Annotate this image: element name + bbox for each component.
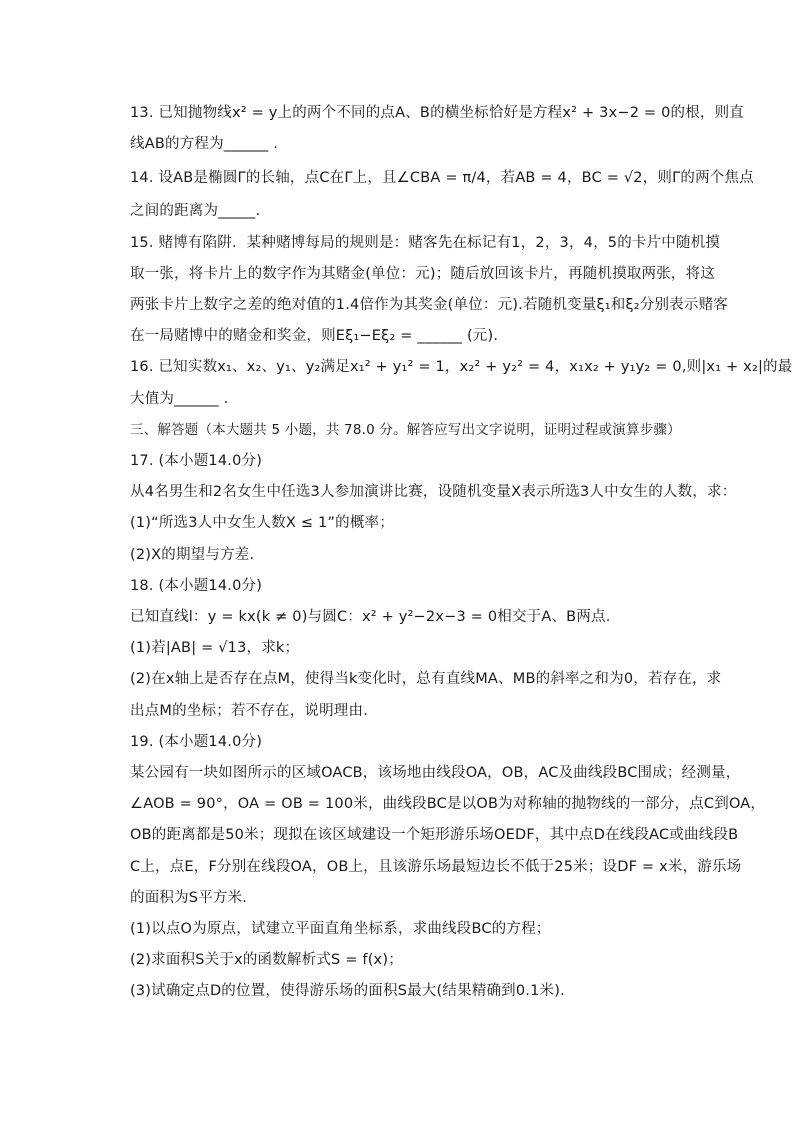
- text-line: ∠AOB = 90°，OA = OB = 100米，曲线段BC是以OB为对称轴的抛物线的一部分，点C到OA，: [130, 796, 766, 813]
- question-19: [130, 727, 766, 1008]
- text-line: 某公园有一块如图所示的区域OACB，该场地由线段OA，OB，AC及曲线段BC围成；经测量，: [130, 765, 741, 782]
- problem-16: [130, 352, 793, 414]
- text-line: 13. 已知抛物线x² = y上的两个不同的点A、B的横坐标恰好是方程x² + 3x−2 = 0的根，则直: [130, 105, 745, 121]
- question-18: [130, 571, 722, 727]
- question-17: [130, 446, 737, 571]
- text-line: 已知直线l：y = kx(k ≠ 0)与圆C：x² + y²−2x−3 = 0相交于A、B两点.: [130, 609, 611, 626]
- question-header: 19. (本小题14.0分): [130, 733, 263, 750]
- text-line: 在一局赌博中的赌金和奖金，则Eξ₁−Eξ₂ = ______ (元).: [130, 328, 499, 345]
- text-line: (1)“所选3人中女生人数X ≤ 1”的概率；: [130, 515, 394, 532]
- text-line: (2)在x轴上是否存在点M，使得当k变化时，总有直线MA、MB的斜率之和为0，若存在，求: [130, 671, 722, 688]
- text-line: 线AB的方程为______ .: [130, 136, 279, 153]
- section-heading: 三、解答题（本大题共 5 小题，共 78.0 分。解答应写出文字说明，证明过程或演算步骤）: [130, 421, 681, 438]
- question-header: 17. (本小题14.0分): [130, 453, 263, 470]
- text-line: 出点M的坐标；若不存在，说明理由.: [130, 702, 369, 719]
- text-line: 从4名男生和2名女生中任选3人参加演讲比赛，设随机变量X表示所选3人中女生的人数，求：: [130, 484, 737, 501]
- text-line: 两张卡片上数字之差的绝对值的1.4倍作为其奖金(单位：元).若随机变量ξ₁和ξ₂分别表示赌客: [130, 297, 728, 314]
- text-line: 16. 已知实数x₁、x₂、y₁、y₂满足x₁² + y₁² = 1，x₂² + y₂² = 4，x₁x₂ + y₁y₂ = 0,则|x₁ + x₂|的最: [130, 359, 793, 376]
- text-line: 14. 设AB是椭圆Γ的长轴，点C在Γ上，且∠CBA = π/4，若AB = 4，BC = √2，则Γ的两个焦点: [130, 170, 754, 187]
- text-line: C上，点E，F分别在线段OA，OB上，且该游乐场最短边长不低于25米；设DF = x米，游乐场: [130, 858, 742, 875]
- problem-15: [130, 228, 728, 353]
- text-line: 取一张，将卡片上的数字作为其赌金(单位：元)；随后放回该卡片，再随机摸取两张，将这: [130, 265, 716, 282]
- exam-content: [130, 98, 793, 1008]
- text-line: (3)试确定点D的位置，使得游乐场的面积S最大(结果精确到0.1米).: [130, 983, 565, 1000]
- text-line: OB的距离都是50米；现拟在该区域建设一个矩形游乐场OEDF，其中点D在线段AC或曲线段B: [130, 827, 739, 844]
- text-line: (1)若|AB| = √13，求k；: [130, 640, 300, 657]
- text-line: 之间的距离为_____.: [130, 203, 261, 220]
- text-line: (2)X的期望与方差.: [130, 546, 255, 563]
- problem-14: [130, 160, 754, 227]
- question-header: 18. (本小题14.0分): [130, 577, 263, 594]
- problem-13: [130, 98, 745, 160]
- text-line: (2)求面积S关于x的函数解析式S = f(x)；: [130, 952, 403, 969]
- text-line: 大值为______ .: [130, 390, 229, 407]
- text-line: (1)以点O为原点，试建立平面直角坐标系，求曲线段BC的方程；: [130, 921, 551, 938]
- text-line: 的面积为S平方米.: [130, 889, 248, 906]
- text-line: 15. 赌博有陷阱．某种赌博每局的规则是：赌客先在标记有1，2，3，4，5的卡片中随机摸: [130, 234, 721, 251]
